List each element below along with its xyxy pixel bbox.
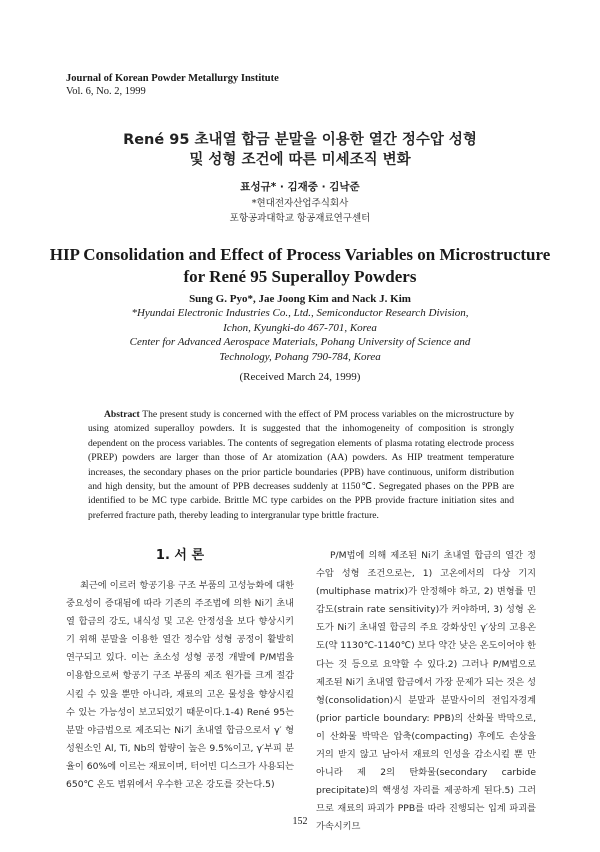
received-date: (Received March 24, 1999)	[239, 371, 361, 383]
korean-authors: 표성규* · 김재중 · 김낙준	[240, 181, 360, 193]
english-affiliations	[0, 306, 600, 364]
journal-volume: Vol. 6, No. 2, 1999	[66, 86, 146, 97]
english-authors: Sung G. Pyo*, Jae Joong Kim and Nack J. Kim	[189, 293, 411, 305]
korean-affiliation-1: *현대전자산업주식회사	[251, 198, 349, 209]
english-affiliation-3: Center for Advanced Aerospace Materials, Pohang University of Science and	[129, 336, 471, 348]
page-number: 152	[292, 816, 308, 827]
korean-title	[0, 130, 600, 170]
journal-header	[66, 72, 279, 98]
body-column-left	[66, 577, 294, 794]
abstract-text: The present study is concerned with the effect of PM process variables on the microstructure by using atomized superalloy powders. It is suggested that the inhomogeneity of composition is strongly dependent on the process variables. The contents of segregation elements of plasma rotating electrode process (PREP) powders are larger than those of Ar atomization (AA) powders. As HIP treatment temperature increases, the secondary phases on the prior particle boundaries (PPB) have continuous, uniform distribution and high density, but the amount of PPB decreases suddenly at 1150℃. Segregated phases on the PPB are identified to be MC type carbide. Brittle MC type carbides on the PPB provide fracture initiation sites and preferred fracture path, thereby leading to intergranular type brittle fracture.	[88, 409, 514, 521]
body-column-right	[316, 547, 536, 837]
english-affiliation-2: Ichon, Kyungki-do 467-701, Korea	[223, 321, 377, 334]
introduction-paragraph-2: P/M법에 의해 제조된 Ni기 초내열 합금의 열간 정수압 성형 조건으로는, 1) 고온에서의 다상 기지(multiphase matrix)가 안정해야 하고, 2) 변형률 민감도(strain rate sensitivity)가 커야하며, 3) 성형 온도가 Ni기 초내열 합금의 주요 강화상인 γ′상의 고용온도(약 1130℃-1140℃) 보다 약간 낮은 온도이어야 한다는 것 등으로 요약할 수 있다.2) 그러나 P/M법으로 제조된 Ni기 초내열 합금에서 가장 문제가 되는 것은 성형(consolidation)시 분말과 분말사이의 전입자경계(prior particle boundary: PPB)의 산화물 박막으로, 이 산화물 박막은 압축(compacting) 후에도 손상을 거의 받지 않고 남아서 재료의 인성을 감소시킬 뿐 만 아니라 제 2의 탄화물(secondary carbide precipitate)의 핵생성 자리를 제공하게 된다.5) 그러므로 재료의 파괴가 PPB를 따라 진행되는 입계 파괴를 가속시키므	[316, 550, 536, 833]
journal-name: Journal of Korean Powder Metallurgy Institute	[66, 73, 279, 84]
english-affiliation-1: *Hyundai Electronic Industries Co., Ltd., Semiconductor Research Division,	[131, 307, 469, 319]
abstract-label: Abstract	[104, 409, 140, 420]
section-heading-introduction: 1. 서 론	[155, 548, 205, 563]
english-title-line-1: HIP Consolidation and Effect of Process Variables on Microstructure	[49, 245, 551, 264]
english-affiliation-4: Technology, Pohang 790-784, Korea	[219, 350, 381, 363]
korean-title-line-1: René 95 초내열 합금 분말을 이용한 열간 정수압 성형	[123, 132, 477, 148]
abstract	[88, 408, 514, 523]
korean-affiliations	[0, 196, 600, 226]
english-title	[0, 244, 600, 288]
english-title-line-2: for René 95 Superalloy Powders	[183, 267, 417, 286]
korean-title-line-2: 및 성형 조건에 따른 미세조직 변화	[189, 152, 411, 168]
korean-affiliation-2: 포항공과대학교 항공재료연구센터	[229, 213, 371, 224]
introduction-paragraph-1: 최근에 이르러 항공기용 구조 부품의 고성능화에 대한 중요성이 증대됨에 따라 기존의 주조법에 의한 Ni기 초내열 합금의 강도, 내식성 및 고온 안정성을 보다 향상시키기 위해 분말을 이용한 열간 정수압 성형 공정이 활발히 연구되고 있다. 이는 초소성 성형 공정 개발에 P/M법을 이용함으로써 항공기 구조 부품의 제조 원가를 크게 절감시킬 수 있을 뿐만 아니라, 재료의 고온 물성을 향상시킬 수 있는 가능성이 보고되었기 때문이다.1-4) René 95는 분말 야금법으로 제조되는 Ni기 초내열 합금으로서 γ′ 형성원소인 Al, Ti, Nb의 함량이 높은 9.5%이고, γ′부피 분율이 60%에 이르는 재료이며, 터어빈 디스크가 사용되는 650℃ 온도 범위에서 우수한 고온 강도를 갖는다.5)	[66, 580, 294, 791]
